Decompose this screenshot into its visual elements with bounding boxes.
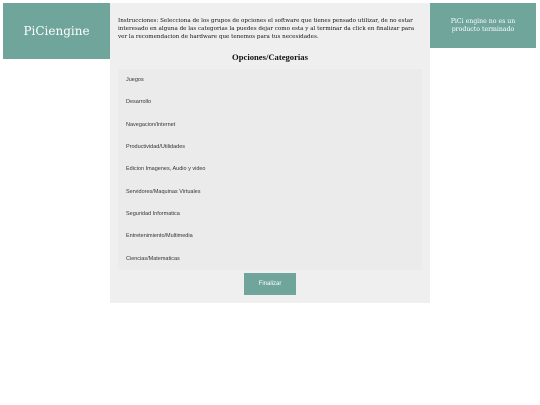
category-item-desarrollo[interactable]: Desarrollo xyxy=(126,99,152,106)
category-item-seguridad[interactable]: Seguridad Informatica xyxy=(126,210,180,217)
category-item-productividad[interactable]: Productividad/Utilidades xyxy=(126,144,186,151)
instructions-text: Instrucciones: Selecciona de los grupos de opciones el software que tienes pensado utilizar, de no estar interesado en alguna de las categorias la puedes dejar como esta y al terminar da click en finalizar para ver la recomendacion de hardware que tenemos para tus necesidades. xyxy=(118,18,415,40)
category-list xyxy=(118,69,422,270)
category-item-entretenimiento[interactable]: Entretenimiento/Multimedia xyxy=(126,233,193,240)
section-title: Opciones/Categorias xyxy=(232,52,308,62)
finalize-button[interactable]: Finalizar xyxy=(244,273,296,295)
notice-banner xyxy=(430,3,536,48)
brand-logo[interactable] xyxy=(3,3,110,59)
category-item-juegos[interactable]: Juegos xyxy=(126,77,144,84)
notice-text: PiCi engine no es un producto terminado xyxy=(450,17,516,33)
category-item-ciencias[interactable]: Ciencias/Matematicas xyxy=(126,255,180,262)
category-item-servidores[interactable]: Servidores/Maquinas Virtuales xyxy=(126,188,201,195)
main-panel xyxy=(110,3,430,303)
brand-title: PiCiengine xyxy=(23,24,90,38)
category-item-navegacion[interactable]: Navegacion/Internet xyxy=(126,121,176,128)
category-item-edicion[interactable]: Edicion Imagenes, Audio y video xyxy=(126,166,206,173)
